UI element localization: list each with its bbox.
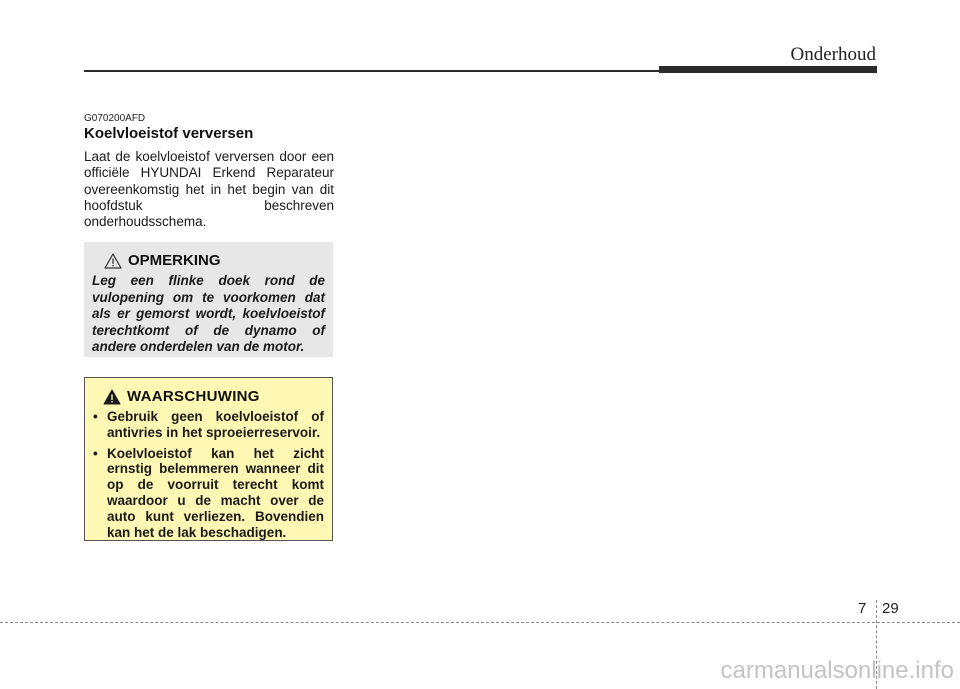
header-rule-accent: [659, 66, 877, 73]
warning-title: WAARSCHUWING: [127, 388, 260, 405]
list-item: [93, 446, 324, 541]
page-number: 29: [882, 600, 899, 617]
note-box: [84, 242, 333, 357]
list-item: [93, 409, 324, 441]
caution-triangle-outline-icon: [104, 253, 122, 269]
note-title: OPMERKING: [128, 252, 221, 269]
warning-item-text: Gebruik geen koelvloeistof of antivries in het sproeierreservoir.: [107, 409, 324, 440]
footer-rule: [0, 622, 960, 623]
warning-triangle-filled-icon: [103, 389, 121, 405]
header-rule: [84, 70, 659, 72]
watermark: carmanualsonline.info: [720, 657, 954, 684]
warning-box: [84, 377, 333, 541]
header-title: Onderhoud: [790, 44, 876, 65]
section-title: Koelvloeistof verversen: [84, 125, 254, 142]
chapter-number: 7: [858, 600, 867, 617]
warning-header: [103, 388, 324, 405]
note-text: Leg een flinke doek rond de vulopening om te voorkomen dat als er gemorst wordt, koelvloeistof terechtkomt of de dynamo of andere onderdelen van de motor.: [92, 273, 325, 354]
bullet: •: [93, 409, 98, 424]
warning-item-text: Koelvloeistof kan het zicht ernstig belemmeren wanneer dit op de voorruit terecht komt waardoor u de macht over de auto kunt verliezen. Bovendien kan het de lak beschadigen.: [107, 445, 324, 540]
section-code: G070200AFD: [84, 113, 146, 124]
section-body: Laat de koelvloeistof verversen door een officiële HYUNDAI Erkend Reparateur overeenkomstig het in het begin van dit hoofdstuk beschreven onderhoudsschema.: [84, 149, 334, 230]
bullet: •: [93, 445, 98, 461]
warning-list: [93, 409, 324, 540]
note-header: [104, 252, 325, 269]
